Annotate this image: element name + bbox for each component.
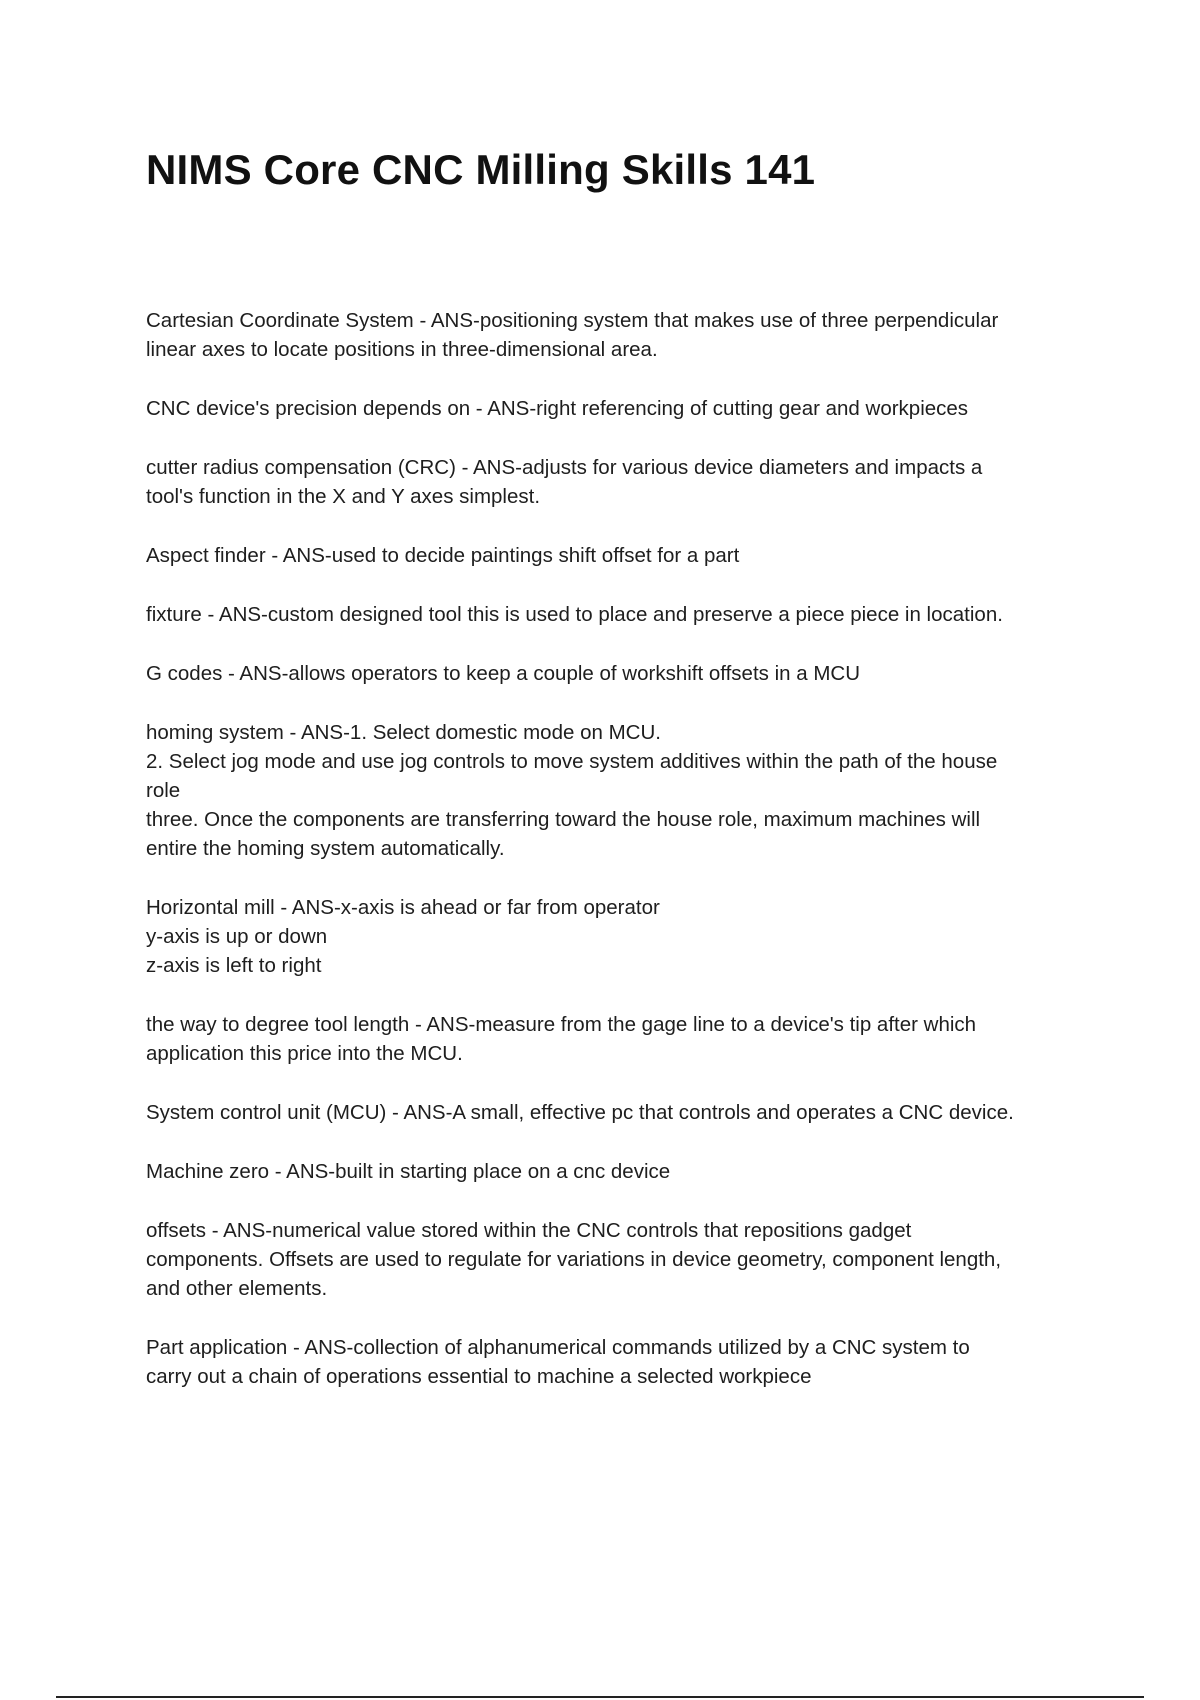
entry-line: tool's function in the X and Y axes simplest. [146,485,541,508]
entry-line: 2. Select jog mode and use jog controls to move system additives within the path of the house [146,750,998,773]
qa-entry [146,1098,1096,1127]
entry-line: Part application - ANS-collection of alphanumerical commands utilized by a CNC system to [146,1336,970,1359]
qa-entry [146,600,1096,629]
qa-entry [146,1157,1096,1186]
entry-line: three. Once the components are transferring toward the house role, maximum machines will [146,808,981,831]
entry-line: y-axis is up or down [146,925,328,948]
qa-entry [146,394,1096,423]
entry-line: fixture - ANS-custom designed tool this is used to place and preserve a piece piece in location. [146,603,1003,626]
entry-line: Aspect finder - ANS-used to decide paintings shift offset for a part [146,544,740,567]
qa-entry [146,306,1096,364]
footer-divider [56,1696,1144,1698]
qa-entry [146,1216,1096,1303]
entry-list [146,306,1096,1421]
entry-line: CNC device's precision depends on - ANS-right referencing of cutting gear and workpieces [146,397,969,420]
page-title: NIMS Core CNC Milling Skills 141 [146,146,816,193]
entry-line: cutter radius compensation (CRC) - ANS-adjusts for various device diameters and impacts a [146,456,983,479]
entry-line: entire the homing system automatically. [146,837,505,860]
entry-line: and other elements. [146,1277,328,1300]
qa-entry [146,718,1096,863]
entry-line: z-axis is left to right [146,954,322,977]
qa-entry [146,893,1096,980]
entry-line: carry out a chain of operations essential to machine a selected workpiece [146,1365,812,1388]
entry-line: homing system - ANS-1. Select domestic mode on MCU. [146,721,661,744]
entry-line: Horizontal mill - ANS-x-axis is ahead or far from operator [146,896,660,919]
entry-line: System control unit (MCU) - ANS-A small, effective pc that controls and operates a CNC device. [146,1101,1014,1124]
entry-line: offsets - ANS-numerical value stored within the CNC controls that repositions gadget [146,1219,912,1242]
entry-line: application this price into the MCU. [146,1042,463,1065]
qa-entry [146,453,1096,511]
qa-entry [146,541,1096,570]
qa-entry [146,659,1096,688]
entry-line: Cartesian Coordinate System - ANS-positioning system that makes use of three perpendicular [146,309,999,332]
entry-line: the way to degree tool length - ANS-measure from the gage line to a device's tip after which [146,1013,977,1036]
entry-line: G codes - ANS-allows operators to keep a couple of workshift offsets in a MCU [146,662,861,685]
qa-entry [146,1333,1096,1391]
qa-entry [146,1010,1096,1068]
entry-line: role [146,779,181,802]
entry-line: linear axes to locate positions in three-dimensional area. [146,338,658,361]
entry-line: Machine zero - ANS-built in starting place on a cnc device [146,1160,671,1183]
entry-line: components. Offsets are used to regulate for variations in device geometry, component length, [146,1248,1002,1271]
